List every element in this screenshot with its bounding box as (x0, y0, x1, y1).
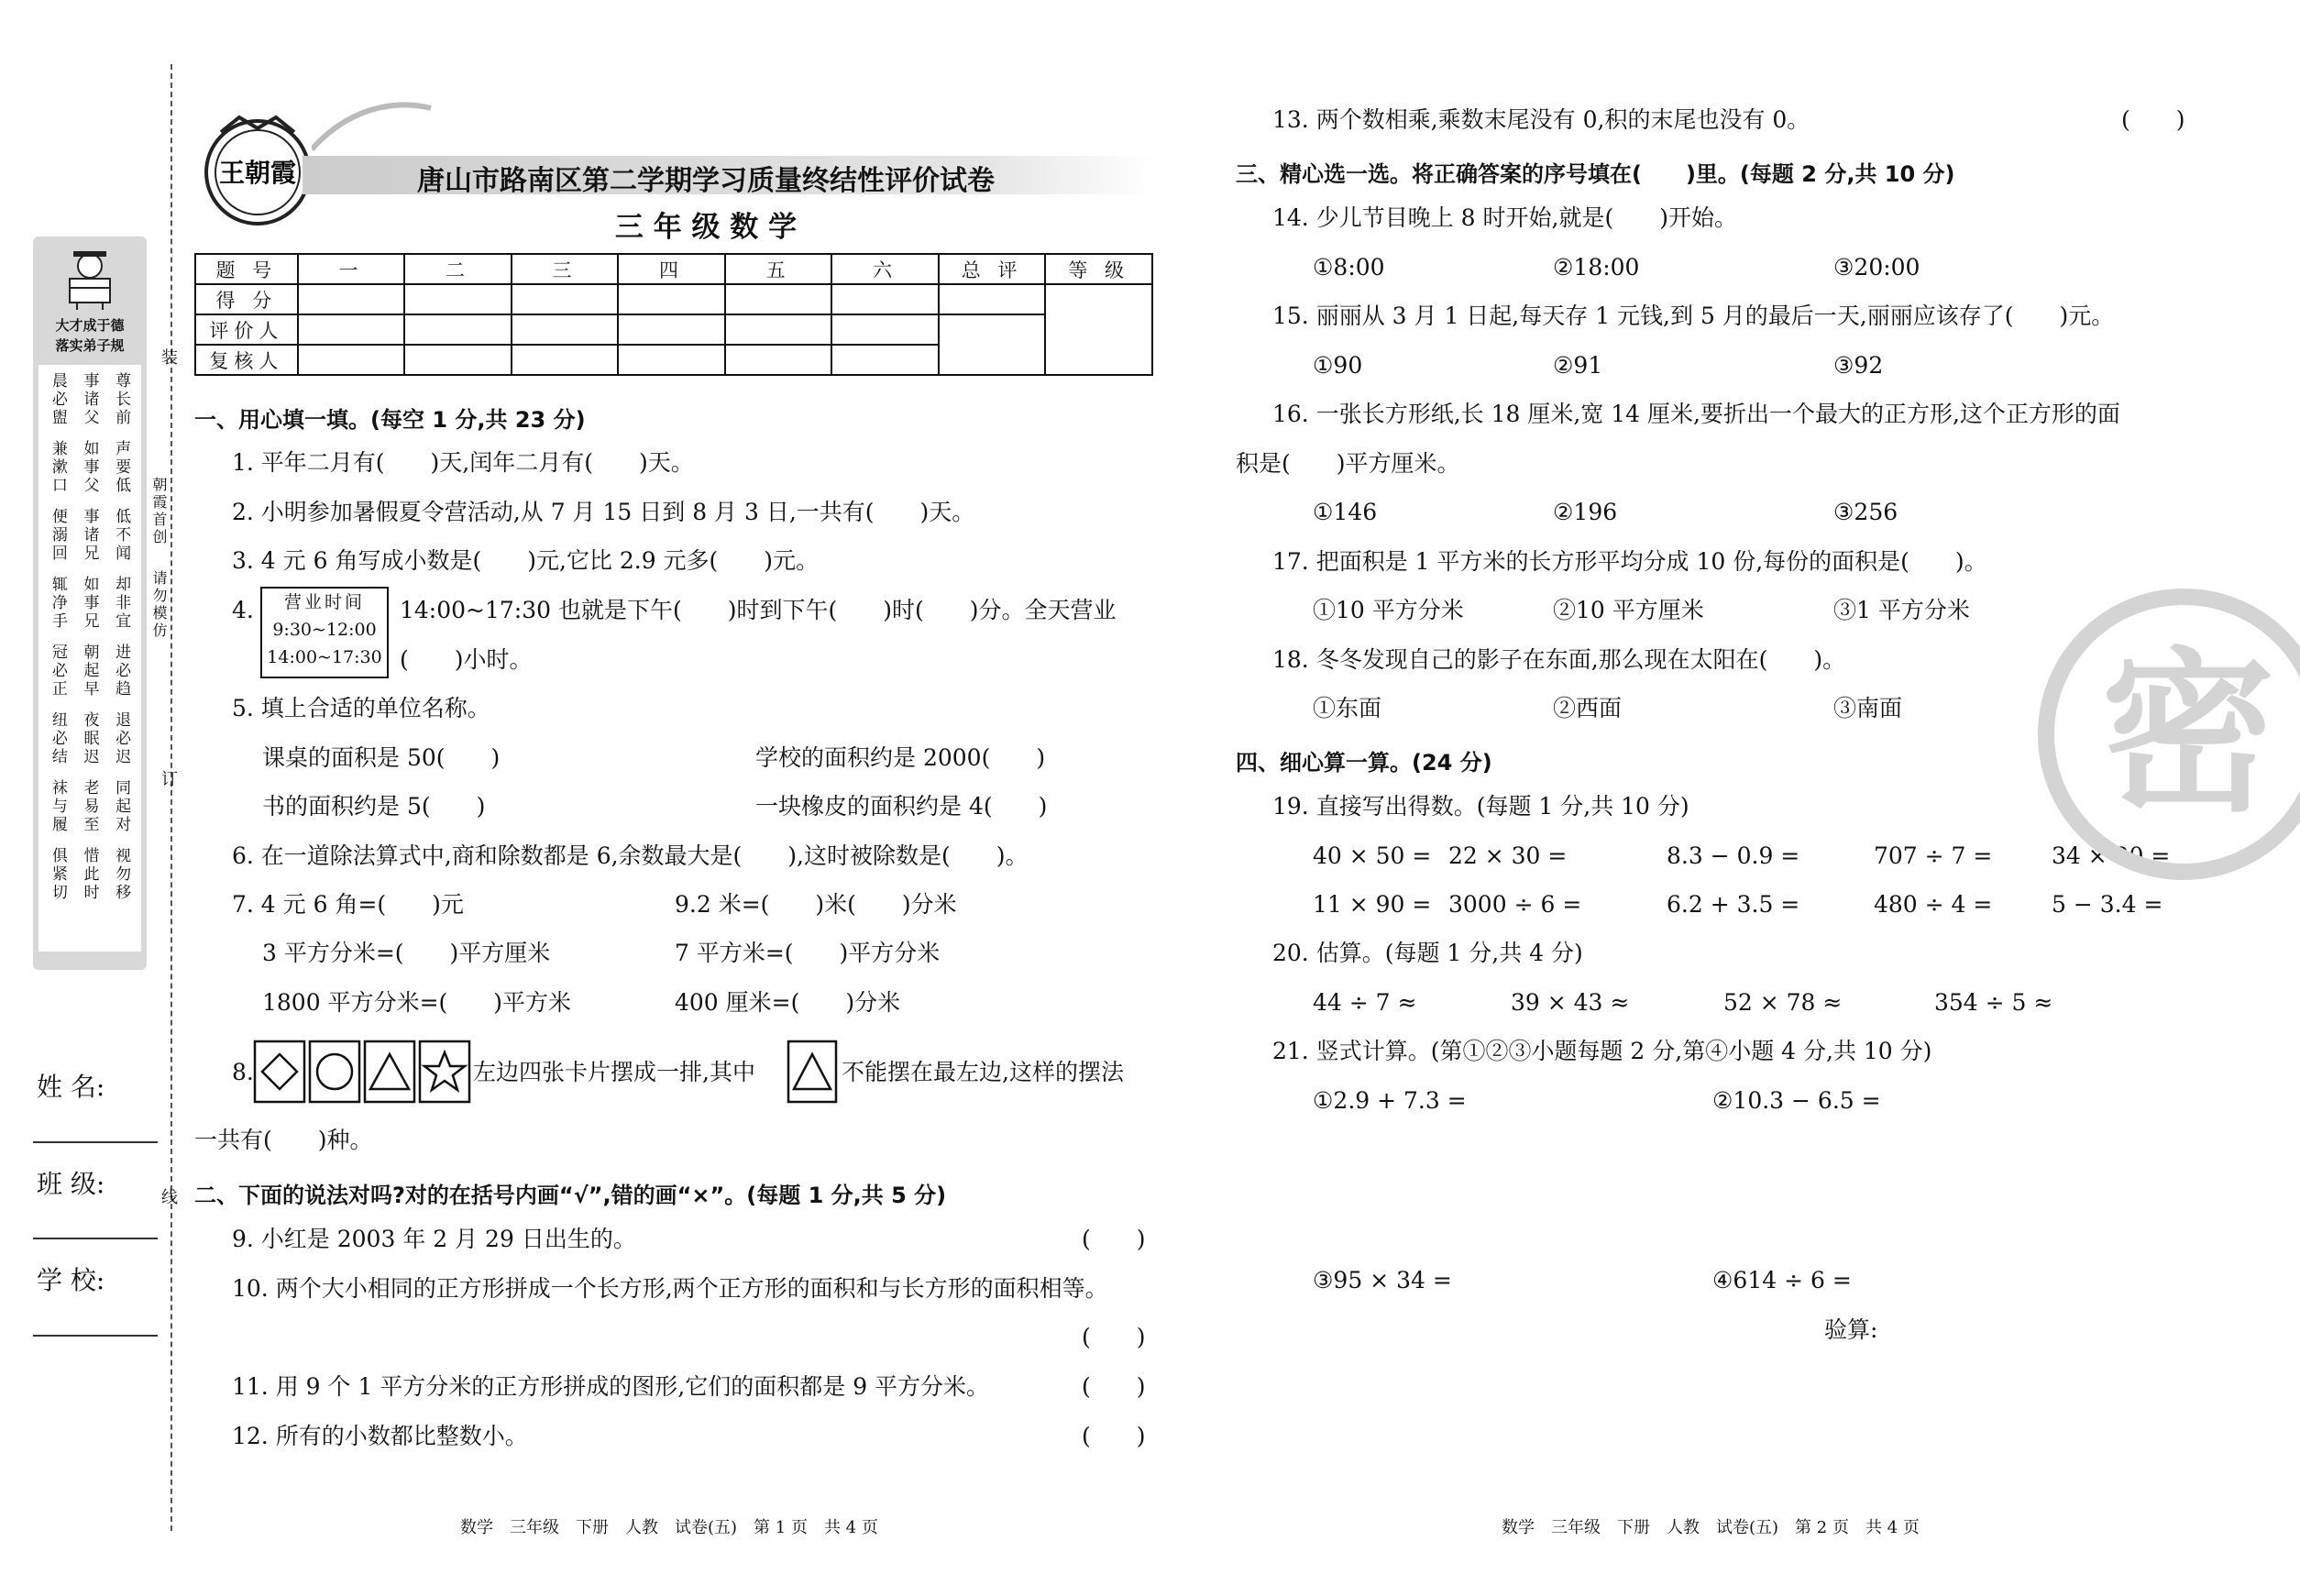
footer-left: 数学 三年级 下册 人教 试卷(五) 第 1 页 共 4 页 (460, 1518, 878, 1537)
oral-calc: 707 ÷ 7 = (1874, 842, 1993, 869)
question-7b: 9.2 米=( )米( )分米 (675, 891, 957, 918)
q18-option-1[interactable]: ①东面 (1313, 695, 1382, 721)
card-star-icon (420, 1041, 469, 1102)
binding-char-2: 订 (159, 770, 178, 789)
class-label: 班 级: (37, 1169, 105, 1199)
question-8-text-3: 一共有( )种。 (194, 1127, 373, 1153)
question-10: 10. 两个大小相同的正方形拼成一个长方形,两个正方形的面积和与长方形的面积相等。 (232, 1275, 1108, 1302)
school-field[interactable] (33, 1335, 158, 1337)
proverb-item: 便溺回 (48, 508, 67, 563)
score-cell[interactable] (939, 284, 1046, 314)
question-19: 19. 直接写出得数。(每题 1 分,共 10 分) (1272, 793, 1689, 820)
oral-calc: 11 × 90 = (1313, 891, 1432, 918)
estimate-item: 44 ÷ 7 ≈ (1313, 989, 1417, 1016)
binding-line (171, 64, 172, 1531)
question-8-text-2: 不能摆在最左边,这样的摆法 (842, 1059, 1124, 1085)
oral-calc: 480 ÷ 4 = (1874, 891, 1993, 918)
score-th: 四 (618, 254, 725, 284)
question-7c: 3 平方分米=( )平方厘米 (262, 940, 551, 966)
question-5b: 学校的面积约是 2000( ) (755, 744, 1046, 771)
answer-paren-10[interactable]: ( ) (1082, 1324, 1146, 1350)
proverb-item: 却非宜 (112, 576, 131, 631)
name-field[interactable] (33, 1141, 158, 1143)
score-row-label: 得 分 (195, 284, 298, 314)
proverb-item: 纽必结 (48, 711, 67, 766)
score-cell[interactable] (725, 314, 832, 345)
question-8-text: 左边四张卡片摆成一排,其中 (473, 1059, 755, 1085)
score-cell[interactable] (618, 314, 725, 345)
score-cell[interactable] (298, 284, 405, 314)
q18-option-3[interactable]: ③南面 (1833, 695, 1903, 721)
score-th: 总 评 (939, 254, 1046, 284)
score-table (194, 253, 1153, 376)
proverb-item: 惜此时 (80, 847, 99, 902)
oral-calc: 40 × 50 = (1313, 842, 1432, 869)
question-15: 15. 丽丽从 3 月 1 日起,每天存 1 元钱,到 5 月的最后一天,丽丽应该存了( )元。 (1272, 303, 2115, 329)
side-note-2: 请勿模仿 (150, 570, 168, 640)
proverb-item: 俱紧切 (48, 847, 67, 902)
q14-option-1[interactable]: ①8:00 (1313, 254, 1385, 281)
score-cell[interactable] (939, 314, 1046, 375)
q16-option-1[interactable]: ①146 (1313, 499, 1378, 525)
motto-line-2: 落实弟子规 (55, 337, 125, 354)
score-cell[interactable] (618, 345, 725, 375)
check-label: 验算: (1824, 1316, 1878, 1343)
score-cell[interactable] (618, 284, 725, 314)
business-hours-line-1: 9:30~12:00 (272, 620, 377, 640)
question-18: 18. 冬冬发现自己的影子在东面,那么现在太阳在( )。 (1272, 646, 1846, 673)
business-hours-line-2: 14:00~17:30 (267, 647, 382, 667)
score-th: 二 (404, 254, 512, 284)
proverb-item: 视勿移 (112, 847, 131, 902)
question-13: 13. 两个数相乘,乘数末尾没有 0,积的末尾也没有 0。 (1272, 106, 1810, 133)
binding-char-3: 线 (159, 1188, 178, 1207)
part3-title: 三、精心选一选。将正确答案的序号填在( )里。(每题 2 分,共 10 分) (1236, 161, 1955, 187)
answer-paren-9[interactable]: ( ) (1082, 1226, 1146, 1252)
proverb-item: 进必趋 (112, 644, 131, 699)
q16-option-2[interactable]: ②196 (1553, 499, 1618, 525)
proverb-item: 如事兄 (80, 576, 99, 631)
estimate-item: 354 ÷ 5 ≈ (1934, 989, 2053, 1016)
oral-calc: 6.2 + 3.5 = (1667, 891, 1800, 918)
proverb-item: 声要低 (112, 440, 131, 495)
question-16: 16. 一张长方形纸,长 18 厘米,宽 14 厘米,要折出一个最大的正方形,这个正方形的面 (1272, 401, 2120, 427)
question-2: 2. 小明参加暑假夏令营活动,从 7 月 15 日到 8 月 3 日,一共有( )天。 (232, 499, 975, 525)
business-hours-box (260, 587, 389, 678)
q17-option-1[interactable]: ①10 平方分米 (1313, 597, 1464, 623)
motto-panel (33, 237, 147, 970)
question-4-number: 4. (232, 597, 254, 623)
vertical-calc-1: ①2.9 + 7.3 = (1313, 1087, 1467, 1114)
score-cell[interactable] (404, 314, 512, 345)
question-6: 6. 在一道除法算式中,商和除数都是 6,余数最大是( ),这时被除数是( )。 (232, 842, 1029, 869)
question-4-text-2: ( )小时。 (400, 646, 533, 673)
question-7f: 400 厘米=( )分米 (675, 989, 901, 1016)
score-row-label: 评价人 (195, 314, 298, 345)
proverb-item: 尊长前 (112, 372, 131, 427)
card-row (253, 1040, 473, 1107)
score-th: 五 (725, 254, 832, 284)
footer-right: 数学 三年级 下册 人教 试卷(五) 第 2 页 共 4 页 (1502, 1518, 1920, 1537)
oral-calc: 3000 ÷ 6 = (1448, 891, 1582, 918)
card-diamond-icon (255, 1041, 304, 1102)
score-cell[interactable] (298, 345, 405, 375)
answer-paren-13[interactable]: ( ) (2121, 106, 2185, 133)
score-cell[interactable] (512, 284, 619, 314)
score-th: 等 级 (1045, 254, 1152, 284)
title-ribbon-icon (312, 99, 440, 158)
motto-line-1: 大才成于德 (55, 317, 125, 334)
question-5: 5. 填上合适的单位名称。 (232, 695, 490, 721)
card-triangle-icon (365, 1041, 414, 1102)
part2-title: 二、下面的说法对吗?对的在括号内画“√”,错的画“×”。(每题 1 分,共 5 分) (194, 1183, 947, 1208)
side-note-1: 朝霞首创 (150, 477, 168, 546)
q14-option-2[interactable]: ②18:00 (1553, 254, 1640, 281)
school-label: 学 校: (37, 1265, 105, 1295)
card-circle-icon (310, 1041, 359, 1102)
exam-title: 唐山市路南区第二学期学习质量终结性评价试卷 (417, 165, 995, 197)
oral-calc: 5 − 3.4 = (2052, 891, 2163, 918)
estimate-item: 52 × 78 ≈ (1723, 989, 1843, 1016)
score-th: 一 (298, 254, 405, 284)
part4-title: 四、细心算一算。(24 分) (1236, 750, 1492, 776)
score-th: 题 号 (195, 254, 298, 284)
score-cell[interactable] (831, 314, 939, 345)
proverb-item: 冠必正 (48, 644, 67, 699)
part1-title: 一、用心填一填。(每空 1 分,共 23 分) (194, 407, 586, 433)
grade-cell[interactable] (1045, 284, 1152, 375)
score-row-label: 复核人 (195, 345, 298, 375)
q14-option-3[interactable]: ③20:00 (1833, 254, 1920, 281)
score-cell[interactable] (831, 345, 939, 375)
question-11: 11. 用 9 个 1 平方分米的正方形拼成的图形,它们的面积都是 9 平方分米。 (232, 1373, 990, 1400)
business-hours-title: 营业时间 (283, 592, 365, 612)
estimate-item: 39 × 43 ≈ (1511, 989, 1630, 1016)
proverb-item: 同起对 (112, 779, 131, 834)
question-5a: 课桌的面积是 50( ) (262, 744, 501, 771)
score-cell[interactable] (725, 284, 832, 314)
q17-option-3[interactable]: ③1 平方分米 (1833, 597, 1970, 623)
vertical-calc-4: ④614 ÷ 6 = (1712, 1267, 1852, 1293)
vertical-calc-2: ②10.3 − 6.5 = (1712, 1087, 1881, 1114)
q15-option-1[interactable]: ①90 (1313, 352, 1363, 379)
proverb-item: 退必迟 (112, 711, 131, 766)
proverb-item: 晨必盥 (48, 372, 67, 427)
score-cell[interactable] (512, 314, 619, 345)
exam-subtitle: 三 年 级 数 学 (614, 211, 798, 244)
binding-char-1: 装 (159, 348, 178, 368)
question-8-number: 8. (232, 1059, 254, 1085)
logo-text: 王朝霞 (218, 158, 297, 188)
question-5d: 一块橡皮的面积约是 4( ) (755, 793, 1048, 820)
question-7e: 1800 平方分米=( )平方米 (262, 989, 572, 1016)
proverb-item: 夜眠迟 (80, 711, 99, 766)
answer-paren-12[interactable]: ( ) (1082, 1423, 1146, 1449)
proverb-item: 朝起早 (80, 644, 99, 699)
proverb-item: 辄净手 (48, 576, 67, 631)
scholar-icon (53, 248, 127, 315)
q18-option-2[interactable]: ②西面 (1553, 695, 1623, 721)
score-th: 三 (512, 254, 619, 284)
question-12: 12. 所有的小数都比整数小。 (232, 1423, 528, 1449)
score-cell[interactable] (512, 345, 619, 375)
seal-text: 密 (2100, 633, 2276, 835)
card-triangle-inline-icon (787, 1040, 838, 1107)
q15-option-2[interactable]: ②91 (1553, 352, 1603, 379)
question-9: 9. 小红是 2003 年 2 月 29 日出生的。 (232, 1226, 636, 1252)
score-cell[interactable] (298, 314, 405, 345)
proverb-item: 如事父 (80, 440, 99, 495)
question-4-text: 14:00~17:30 也就是下午( )时到下午( )时( )分。全天营业 (400, 597, 1117, 623)
question-21: 21. 竖式计算。(第①②③小题每题 2 分,第④小题 4 分,共 10 分) (1272, 1038, 1932, 1064)
question-16-b: 积是( )平方厘米。 (1236, 450, 1460, 477)
proverb-item: 兼漱口 (48, 440, 67, 495)
oral-calc: 8.3 − 0.9 = (1667, 842, 1800, 869)
question-17: 17. 把面积是 1 平方米的长方形平均分成 10 份,每份的面积是( )。 (1272, 548, 1987, 575)
secret-seal (2028, 583, 2300, 889)
score-cell[interactable] (831, 284, 939, 314)
q17-option-2[interactable]: ②10 平方厘米 (1553, 597, 1704, 623)
name-label: 姓 名: (37, 1072, 105, 1102)
q16-option-3[interactable]: ③256 (1833, 499, 1898, 525)
question-3: 3. 4 元 6 角写成小数是( )元,它比 2.9 元多( )元。 (232, 547, 820, 574)
question-7d: 7 平方米=( )平方分米 (675, 940, 941, 966)
answer-paren-11[interactable]: ( ) (1082, 1373, 1146, 1400)
proverb-column (39, 365, 141, 952)
class-field[interactable] (33, 1238, 158, 1239)
oral-calc: 34 × 20 = (2052, 842, 2171, 869)
proverb-item: 事诸兄 (80, 508, 99, 563)
question-14: 14. 少儿节目晚上 8 时开始,就是( )开始。 (1272, 204, 1737, 231)
proverb-item: 袜与履 (48, 779, 67, 834)
oral-calc: 22 × 30 = (1448, 842, 1568, 869)
proverb-item: 低不闻 (112, 508, 131, 563)
score-cell[interactable] (404, 345, 512, 375)
question-5c: 书的面积约是 5( ) (262, 793, 486, 820)
proverb-item: 事诸父 (80, 372, 99, 427)
q15-option-3[interactable]: ③92 (1833, 352, 1884, 379)
score-cell[interactable] (725, 345, 832, 375)
vertical-calc-3: ③95 × 34 = (1313, 1267, 1452, 1293)
proverb-item: 老易至 (80, 779, 99, 834)
question-20: 20. 估算。(每题 1 分,共 4 分) (1272, 940, 1583, 966)
score-cell[interactable] (404, 284, 512, 314)
score-th: 六 (831, 254, 939, 284)
question-1: 1. 平年二月有( )天,闰年二月有( )天。 (232, 449, 694, 476)
question-7a: 7. 4 元 6 角=( )元 (232, 891, 464, 918)
